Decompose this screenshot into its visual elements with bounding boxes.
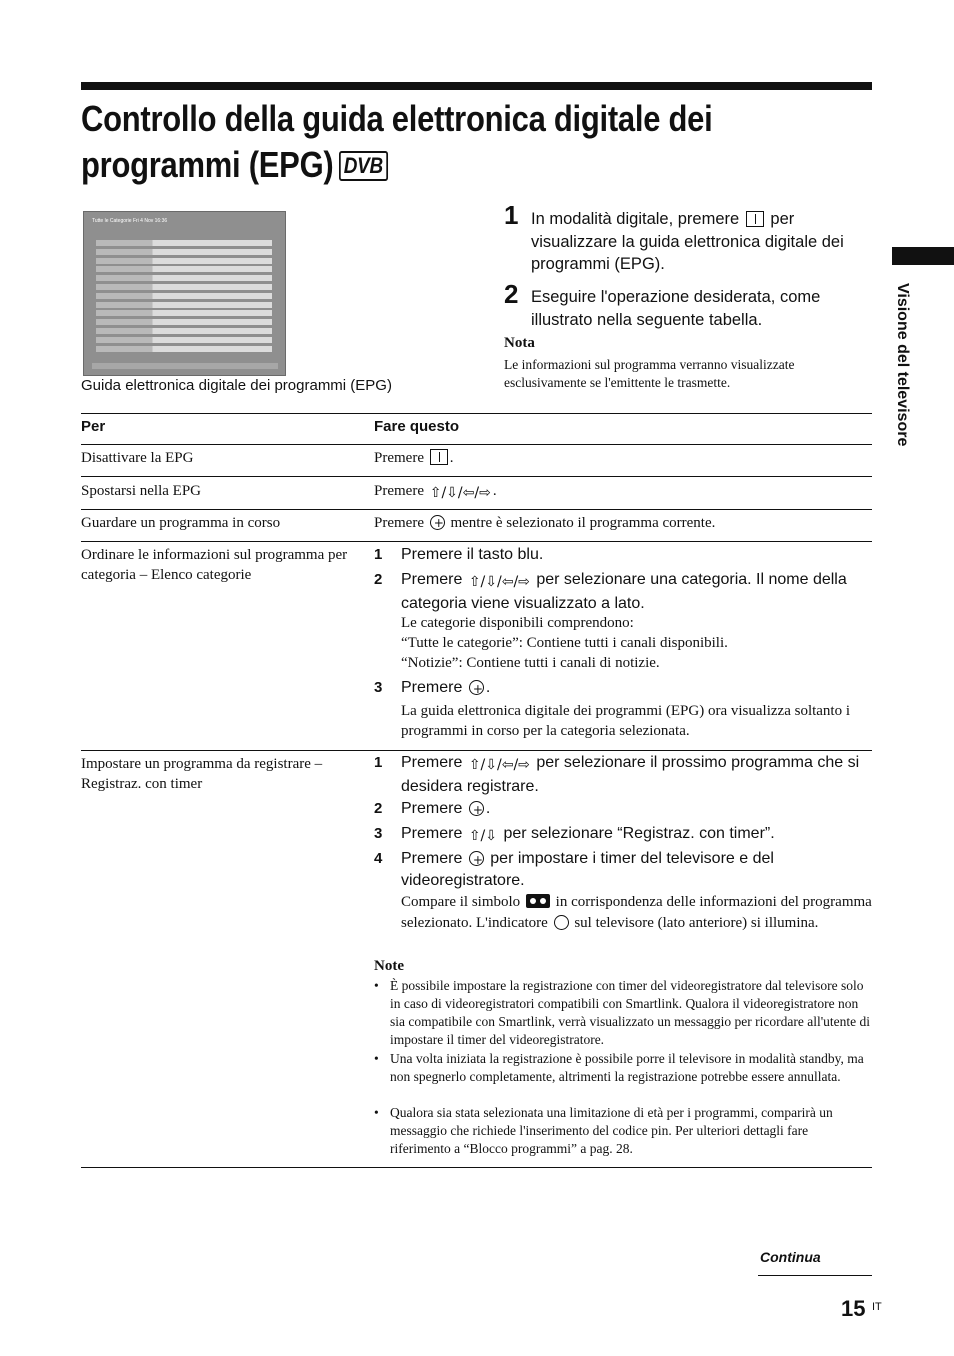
guide-button-icon: [430, 449, 448, 465]
guide-button-icon: [746, 211, 764, 227]
cat-step-3: Premere + .: [401, 677, 876, 699]
table-rule: [81, 1167, 872, 1168]
timer-step-3: Premere ⇧/⇩ per selezionare “Registraz. con timer”.: [401, 823, 876, 847]
cat-step-2: Premere ⇧/⇩/⇦/⇨ per selezionare una categoria. Il nome della categoria viene visualizzato a lato.: [401, 571, 847, 612]
arrow-keys-icon: ⇧/⇩/⇦/⇨: [468, 574, 530, 590]
table-rule: [81, 509, 872, 510]
epg-footer: [92, 363, 278, 369]
step-number: 2: [504, 279, 519, 309]
table-rule: [81, 541, 872, 542]
table-row-fare: Premere .: [374, 450, 454, 466]
table-row-fare: Premere ⇧/⇩/⇦/⇨ .: [374, 483, 497, 501]
arrow-up-down-icon: ⇧/⇩: [468, 828, 497, 844]
epg-screenshot: [83, 211, 286, 376]
note-item: • Una volta iniziata la registrazione è possibile porre il televisore in modalità standby, ma non spegnerlo completamente, altrimenti la registrazione potrebbe essere annullata.: [390, 1050, 872, 1086]
dvb-logo: DVB: [339, 151, 389, 181]
cat-para: “Notizie”: Contiene tutti i canali di notizie.: [401, 655, 660, 671]
substep-number: 1: [374, 546, 383, 563]
step-2-text: Eseguire l'operazione desiderata, come illustrato nella seguente tabella.: [531, 288, 821, 329]
side-tab-marker: [892, 247, 954, 265]
table-rule: [81, 413, 872, 414]
table-row-per: Spostarsi nella EPG: [81, 483, 201, 499]
timer-step-2: Premere + .: [401, 798, 876, 820]
continua-rule: [758, 1275, 872, 1276]
epg-grid: [96, 240, 272, 358]
step-1-text: In modalità digitale, premere per visualizzare la guida elettronica digitale dei programmi (EPG).: [531, 210, 844, 273]
step-number: 1: [504, 200, 519, 230]
language-code: IT: [872, 1301, 882, 1313]
arrow-keys-icon: ⇧/⇩/⇦/⇨: [429, 485, 491, 501]
timer-step-1: Premere ⇧/⇩/⇦/⇨ per selezionare il prossimo programma che si desidera registrare.: [401, 754, 860, 795]
ok-button-icon: [469, 801, 484, 816]
page-title: Controllo della guida elettronica digitale dei programmi (EPG) DVB: [81, 98, 713, 185]
continua-label: Continua: [760, 1249, 821, 1265]
epg-header: Tutte le Categorie Fri 4 Nov 16:36: [92, 218, 168, 224]
cat-para: Le categorie disponibili comprendono:: [401, 615, 634, 631]
table-header-fare: Fare questo: [374, 418, 460, 435]
image-caption: Guida elettronica digitale dei programmi (EPG): [81, 377, 392, 394]
substep-number: 3: [374, 825, 383, 842]
cat-step-1: Premere il tasto blu.: [401, 546, 544, 563]
note-item: • Qualora sia stata selezionata una limitazione di età per i programmi, comparirà un messaggio che richiede l'inserimento del codice pin. Per ulteriori dettagli fare riferimento a “Blocco programmi” a pag. 28.: [390, 1104, 872, 1158]
table-rule: [81, 750, 872, 751]
substep-number: 3: [374, 679, 383, 696]
cat-para: “Tutte le categorie”: Contiene tutti i canali disponibili.: [401, 635, 728, 651]
timer-para: Compare il simbolo in corrispondenza delle informazioni del programma selezionato. L'indicatore sul televisore (lato anteriore) si illumina.: [401, 894, 872, 931]
table-row-per: Disattivare la EPG: [81, 450, 194, 466]
table-rule: [81, 444, 872, 445]
substep-number: 2: [374, 571, 383, 588]
substep-number: 1: [374, 754, 383, 771]
substep-number: 2: [374, 800, 383, 817]
timer-step-4: Premere + per impostare i timer del televisore e del videoregistratore.: [401, 848, 876, 892]
ok-button-icon: [469, 680, 484, 695]
nota-heading: Nota: [504, 335, 535, 351]
table-header-per: Per: [81, 418, 106, 435]
nota-text: Le informazioni sul programma verranno visualizzate esclusivamente se l'emittente le trasmette.: [504, 357, 795, 390]
vcr-icon: [526, 894, 550, 908]
page-number: 15: [841, 1296, 866, 1321]
timer-indicator-icon: [554, 915, 569, 930]
cat-para: La guida elettronica digitale dei programmi (EPG) ora visualizza soltanto i programmi in corso per la categoria selezionata.: [401, 703, 851, 739]
title-rule: [81, 82, 872, 90]
substep-number: 4: [374, 850, 383, 867]
note-item: • È possibile impostare la registrazione con timer del videoregistratore dal televisore solo in caso di videoregistratori compatibili con Smartlink. Qualora il videoregistratore non sia compatibile con Smartlink, verrà visualizzato un messaggio per ricordare all'utente di impostare il timer del videoregistratore.: [390, 977, 872, 1049]
table-row-per: Ordinare le informazioni sul programma per categoria – Elenco categorie: [81, 547, 348, 583]
table-row-per: Guardare un programma in corso: [81, 515, 281, 531]
ok-button-icon: [469, 851, 484, 866]
arrow-keys-icon: ⇧/⇩/⇦/⇨: [468, 757, 530, 773]
note-heading: Note: [374, 958, 404, 974]
ok-button-icon: [430, 515, 445, 530]
table-rule: [81, 476, 872, 477]
table-row-per: Impostare un programma da registrare – Registraz. con timer: [81, 756, 323, 792]
table-row-fare: Premere + mentre è selezionato il programma corrente.: [374, 513, 874, 533]
side-section-label: Visione del televisore: [894, 283, 911, 447]
